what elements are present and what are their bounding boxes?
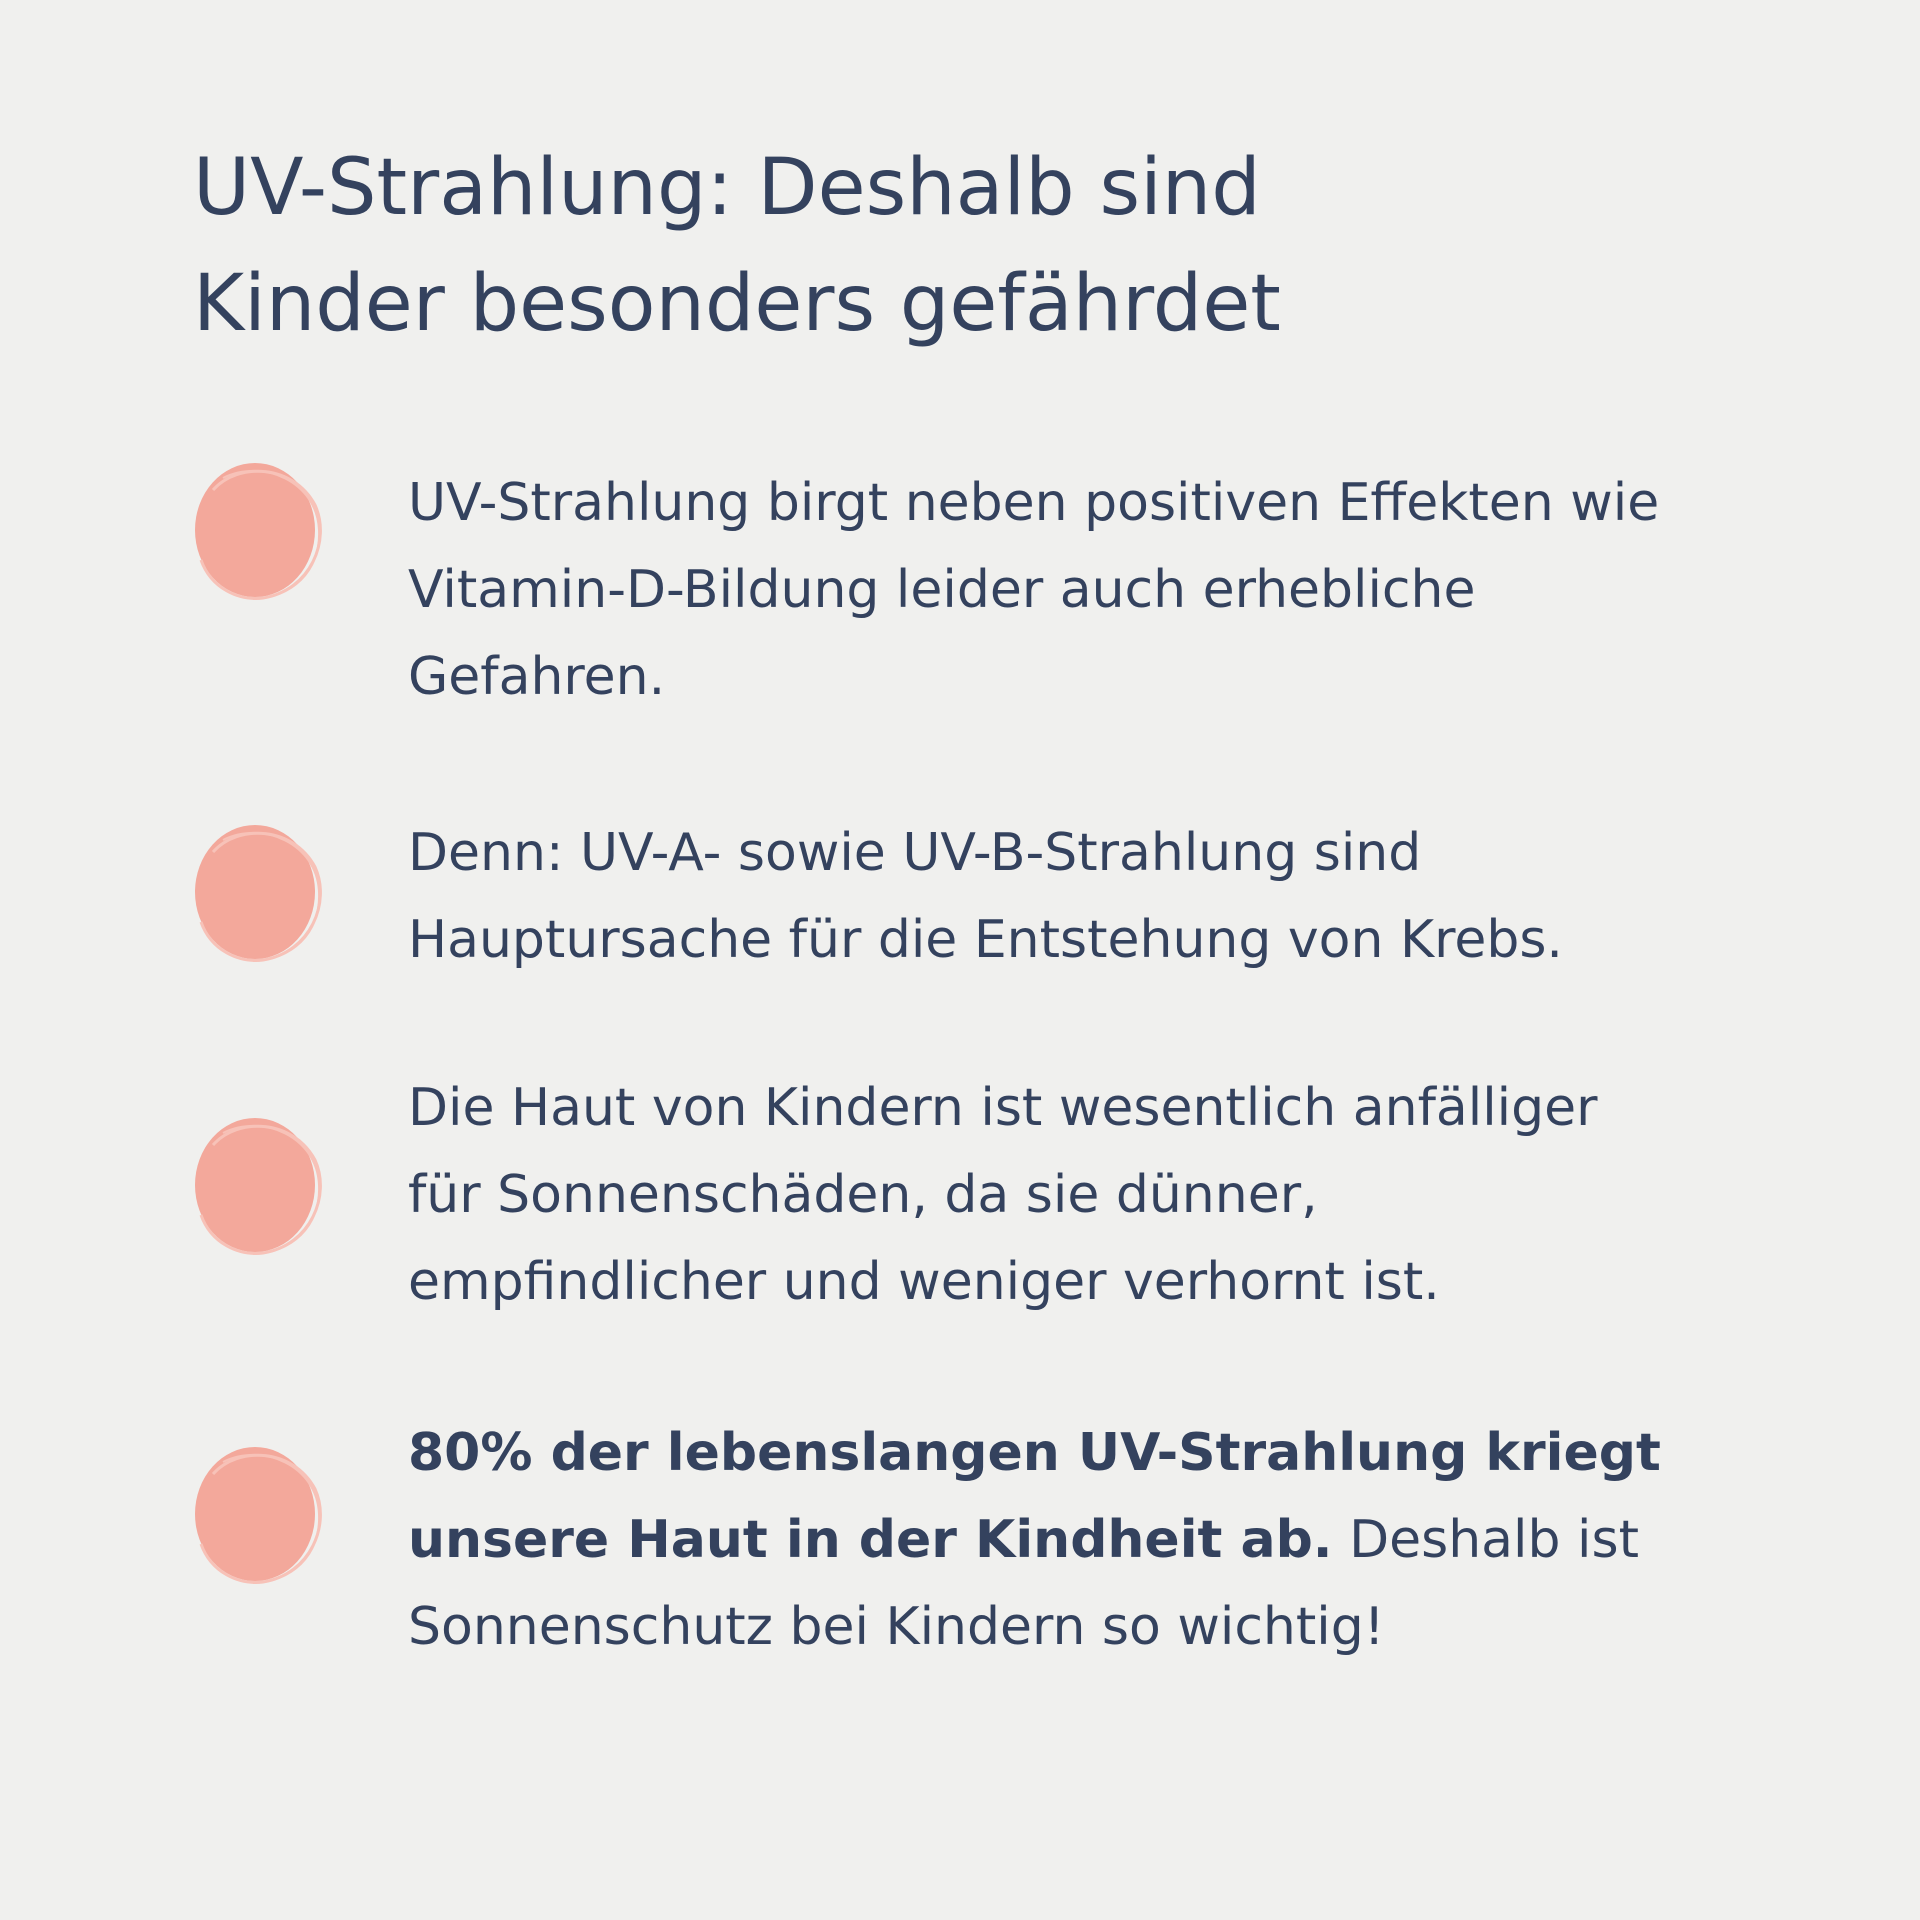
title-line-2: Kinder besonders gefährdet — [193, 259, 1281, 349]
coral-circle-icon — [193, 1444, 323, 1586]
item-text — [408, 460, 1768, 721]
item-text-line — [408, 1410, 1768, 1497]
list-item — [193, 1410, 1753, 1680]
coral-circle-icon — [193, 1115, 323, 1257]
item-text — [408, 1065, 1768, 1326]
list-item — [193, 810, 1753, 990]
item-text-line: Sonnenschutz bei Kindern so wichtig! — [408, 1597, 1385, 1657]
item-text-line: Vitamin-D-Bildung leider auch erhebliche — [408, 560, 1476, 620]
list-item — [193, 460, 1753, 720]
item-text-line: Denn: UV-A- sowie UV-B-Strahlung sind — [408, 823, 1422, 883]
item-text — [408, 1410, 1768, 1671]
item-text — [408, 810, 1768, 984]
item-text-line: UV-Strahlung birgt neben positiven Effekten wie — [408, 473, 1660, 533]
highlight-text: unsere Haut in der Kindheit ab. — [408, 1510, 1333, 1570]
coral-circle-icon — [193, 460, 323, 602]
highlight-text: 80% der lebenslangen UV-Strahlung kriegt — [408, 1423, 1661, 1483]
item-text-line: Hauptursache für die Entstehung von Krebs. — [408, 910, 1563, 970]
coral-circle-icon — [193, 822, 323, 964]
item-text-line: Gefahren. — [408, 647, 666, 707]
list-item — [193, 1065, 1753, 1325]
page-title — [193, 130, 1593, 362]
item-text-line: für Sonnenschäden, da sie dünner, — [408, 1165, 1318, 1225]
item-text-line — [408, 1497, 1768, 1584]
item-text-fragment: Deshalb ist — [1332, 1510, 1639, 1570]
item-text-line: empfindlicher und weniger verhornt ist. — [408, 1252, 1440, 1312]
item-text-line: Die Haut von Kindern ist wesentlich anfälliger — [408, 1078, 1598, 1138]
title-line-1: UV-Strahlung: Deshalb sind — [193, 143, 1261, 233]
